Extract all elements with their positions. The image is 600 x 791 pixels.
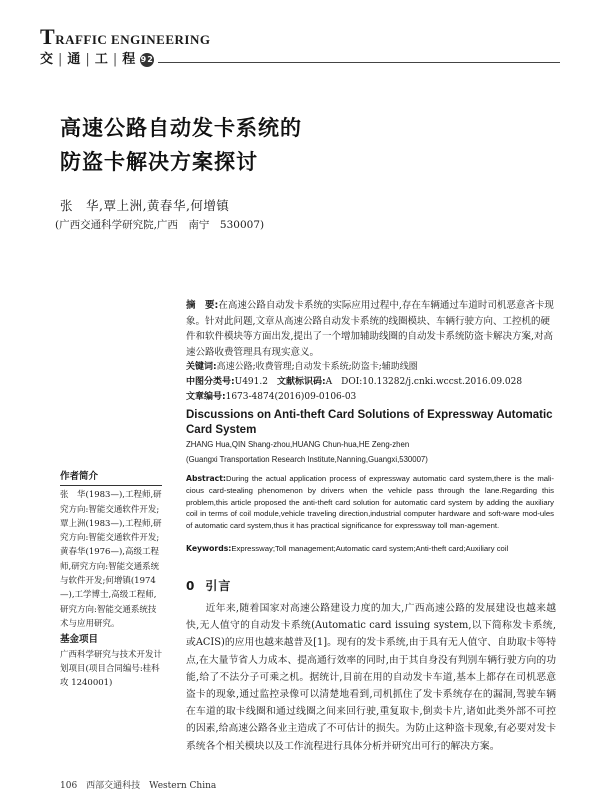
clc-label: 中图分类号: bbox=[186, 377, 235, 387]
abstract-zh-text: 在高速公路自动发卡系统的实际应用过程中,存在车辆通过车道时司机恶意吝卡现象。针对此问题,文章从高速公路自动发卡系统的线圈模块、车辆行驶方向、工控机的硬件和软件模块等方面出发,提出了一个增加辅助线圈的自动发卡系统防盗卡解决方案,对高速公路收费管理具有现实意义。 bbox=[186, 300, 554, 358]
abstract-zh bbox=[186, 298, 556, 360]
english-authors: ZHANG Hua,QIN Shang-zhou,HUANG Chun-hua,HE Zeng-zhen bbox=[186, 440, 410, 449]
intro-paragraph: 近年来,随着国家对高速公路建设力度的加大,广西高速公路的发展建设也越来越快,无人值守的自动发卡系统(Automatic card issuing system,以下简称发卡系统,或ACIS)的应用也越来越普及[1]。现有的发卡系统,由于具有无人值守、自助取卡等特点,在大量节省人力成本、提高通行效率的同时,由于其自身没有判别车辆行驶方向的功能,给了不法分子可乘之机。据统计,目前在用的自动发卡车道,基本上都存在司机恶意盗卡的现象,通过监控录像可以清楚地看到,司机抓住了发卡系统存在的漏洞,驾驶车辆在车道的取卡线圈和通过线圈之间来回行驶,重复取卡,倒卖卡片,诸如此类外部不可控的因素,给高速公路各业主造成了不可估计的损失。为防止这种盗卡现象,有必要对发卡系统各个相关模块以及工作流程进行具体分析并研究出可行的解决方案。 bbox=[186, 603, 556, 752]
journal-name-initial: T bbox=[40, 24, 56, 49]
english-keywords bbox=[186, 543, 554, 555]
english-keywords-text: Expressway;Toll management;Automatic card system;Anti-theft card;Auxiliary coil bbox=[231, 544, 509, 553]
article-title-line-2: 防盗卡解决方案探讨 bbox=[60, 150, 258, 174]
abstract-zh-label: 摘 要: bbox=[186, 300, 219, 311]
english-title: Discussions on Anti-theft Card Solutions of Expressway Automatic Card System bbox=[186, 409, 553, 436]
section-title: 引言 bbox=[205, 579, 232, 593]
section-number: 0 bbox=[186, 579, 196, 593]
journal-char-2: 通 bbox=[67, 52, 82, 67]
sidebar-author-info bbox=[60, 470, 162, 690]
keywords-zh bbox=[186, 359, 418, 372]
journal-char-1: 交 bbox=[40, 52, 55, 67]
fund-heading: 基金项目 bbox=[60, 634, 99, 646]
fund-text: 广西科学研究与技术开发计划项目(项目合同编号:桂科攻 1240001) bbox=[60, 649, 163, 689]
author-list: 张 华,覃上洲,黄春华,何增镇 bbox=[60, 198, 230, 213]
doi-value: 10.13282/j.cnki.wccst.2016.09.028 bbox=[362, 377, 523, 387]
page-footer: 106 西部交通科技 Western China bbox=[60, 781, 217, 791]
doi-label: DOI: bbox=[341, 377, 363, 387]
header-rule bbox=[158, 62, 560, 63]
article-number-line bbox=[186, 389, 356, 402]
journal-char-3: 工 bbox=[94, 52, 109, 67]
author-intro-text: 张 华(1983—),工程师,研究方向:智能交通软件开发;覃上洲(1983—),工程师,研究方向:智能交通软件开发;黄春华(1976—),高级工程师,研究方向:智能交通系统与软件开发;何增镇(1974—),工学博士,高级工程师,研究方向:智能交通系统技术与应用研究。 bbox=[60, 490, 162, 629]
doc-code-label: 文献标识码: bbox=[276, 377, 326, 387]
keywords-zh-label: 关键词: bbox=[186, 362, 217, 372]
issue-badge: 92 bbox=[140, 53, 154, 67]
article-number-value: 1673-4874(2016)09-0106-03 bbox=[225, 392, 357, 402]
section-heading bbox=[186, 577, 231, 594]
english-abstract bbox=[186, 473, 554, 532]
journal-char-4: 程 bbox=[122, 52, 137, 67]
journal-name-rest: RAFFIC ENGINEERING bbox=[55, 32, 211, 47]
author-affiliation: (广西交通科学研究院,广西 南宁 530007) bbox=[55, 219, 265, 231]
article-number-label: 文章编号: bbox=[186, 392, 226, 402]
keywords-zh-text: 高速公路;收费管理;自动发卡系统;防盗卡;辅助线圈 bbox=[216, 362, 418, 372]
journal-name-zh: 交 | 通 | 工 | 程 92 bbox=[40, 52, 154, 67]
author-intro-heading: 作者简介 bbox=[60, 470, 162, 486]
journal-name-en bbox=[40, 24, 210, 50]
clc-value: U491.2 bbox=[234, 377, 268, 387]
article-title-line-1: 高速公路自动发卡系统的 bbox=[60, 116, 302, 140]
english-abstract-label: Abstract: bbox=[186, 474, 226, 483]
english-abstract-text: During the actual application process of expressway automatic card system,there is the mali-cious card-stealing phenomenon by drivers when the vehicle pass through the lane.Regarding this problem,this article proposed the anti-theft card solution for automatic card system by adding the auxiliary coil in terms of coil module,vehicle traveling direction,industrial computer hardware and soft-ware mod-ules of automatic card system,thus it has practical significance for expressway toll man-agement. bbox=[186, 474, 554, 531]
english-keywords-label: Keywords: bbox=[186, 544, 232, 553]
english-affiliation: (Guangxi Transportation Research Institute,Nanning,Guangxi,530007) bbox=[186, 455, 428, 464]
doc-code-value: A bbox=[325, 377, 333, 387]
classification-line bbox=[186, 374, 522, 387]
